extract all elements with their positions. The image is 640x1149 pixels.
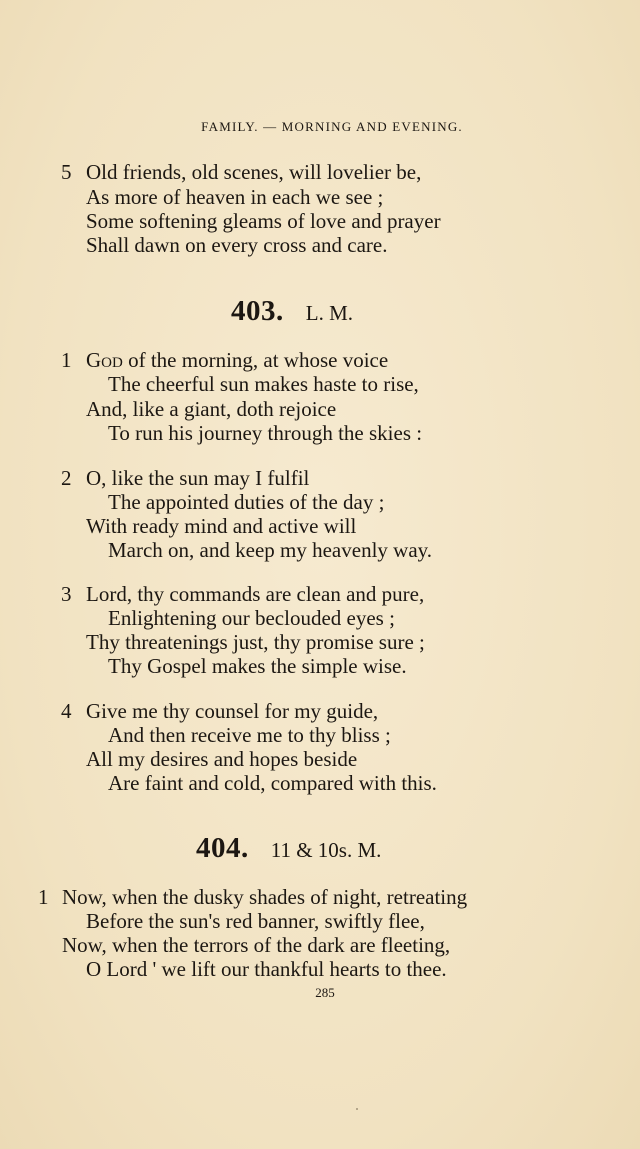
hymn-heading bbox=[231, 296, 353, 331]
verse-line: O, like the sun may I fulfil bbox=[86, 466, 310, 490]
verse-line: The cheerful sun makes haste to rise, bbox=[108, 372, 419, 396]
hymn-meter: 11 & 10s. M. bbox=[270, 838, 382, 862]
verse-line: Are faint and cold, compared with this. bbox=[108, 771, 437, 795]
page-number: 285 bbox=[315, 985, 335, 1000]
verse-line: And then receive me to thy bliss ; bbox=[108, 723, 391, 747]
hymn-meter: L. M. bbox=[305, 301, 353, 325]
verse-number: 1 bbox=[61, 348, 72, 372]
verse-line: With ready mind and active will bbox=[86, 514, 357, 538]
hymn-number: 403. bbox=[231, 295, 284, 327]
verse-number: 5 bbox=[61, 160, 72, 184]
verse-line: Now, when the dusky shades of night, retreating bbox=[62, 885, 468, 909]
verse-line: Some softening gleams of love and prayer bbox=[86, 209, 441, 233]
verse-first-word: God bbox=[86, 348, 123, 372]
verse-line bbox=[86, 348, 388, 372]
verse-line: Old friends, old scenes, will lovelier be, bbox=[86, 160, 422, 184]
verse-line: All my desires and hopes beside bbox=[86, 747, 358, 771]
hymn-number: 404. bbox=[196, 832, 249, 864]
verse-number: 4 bbox=[61, 699, 72, 723]
paper-speck bbox=[356, 1108, 358, 1110]
verse-number: 3 bbox=[61, 582, 72, 606]
verse-line: Enlightening our beclouded eyes ; bbox=[108, 606, 395, 630]
verse-line: To run his journey through the skies : bbox=[108, 421, 423, 445]
verse-line: As more of heaven in each we see ; bbox=[86, 185, 384, 209]
verse-line: Thy Gospel makes the simple wise. bbox=[108, 654, 407, 678]
verse-line-rest: of the morning, at whose voice bbox=[122, 348, 389, 372]
verse-line: And, like a giant, doth rejoice bbox=[86, 397, 337, 421]
verse-line: Lord, thy commands are clean and pure, bbox=[86, 582, 425, 606]
verse-line: Before the sun's red banner, swiftly flee, bbox=[86, 909, 425, 933]
verse-line: Shall dawn on every cross and care. bbox=[86, 233, 388, 257]
verse-line: The appointed duties of the day ; bbox=[108, 490, 385, 514]
verse-number: 2 bbox=[61, 466, 72, 490]
running-head: FAMILY. — MORNING AND EVENING. bbox=[201, 119, 463, 134]
verse-number: 1 bbox=[38, 885, 49, 909]
verse-line: March on, and keep my heavenly way. bbox=[108, 538, 433, 562]
verse-line: Give me thy counsel for my guide, bbox=[86, 699, 379, 723]
verse-line: O Lord ' we lift our thankful hearts to thee. bbox=[86, 957, 447, 981]
hymn-heading bbox=[196, 833, 381, 868]
verse-line: Now, when the terrors of the dark are fleeting, bbox=[62, 933, 451, 957]
verse-line: Thy threatenings just, thy promise sure ; bbox=[86, 630, 425, 654]
